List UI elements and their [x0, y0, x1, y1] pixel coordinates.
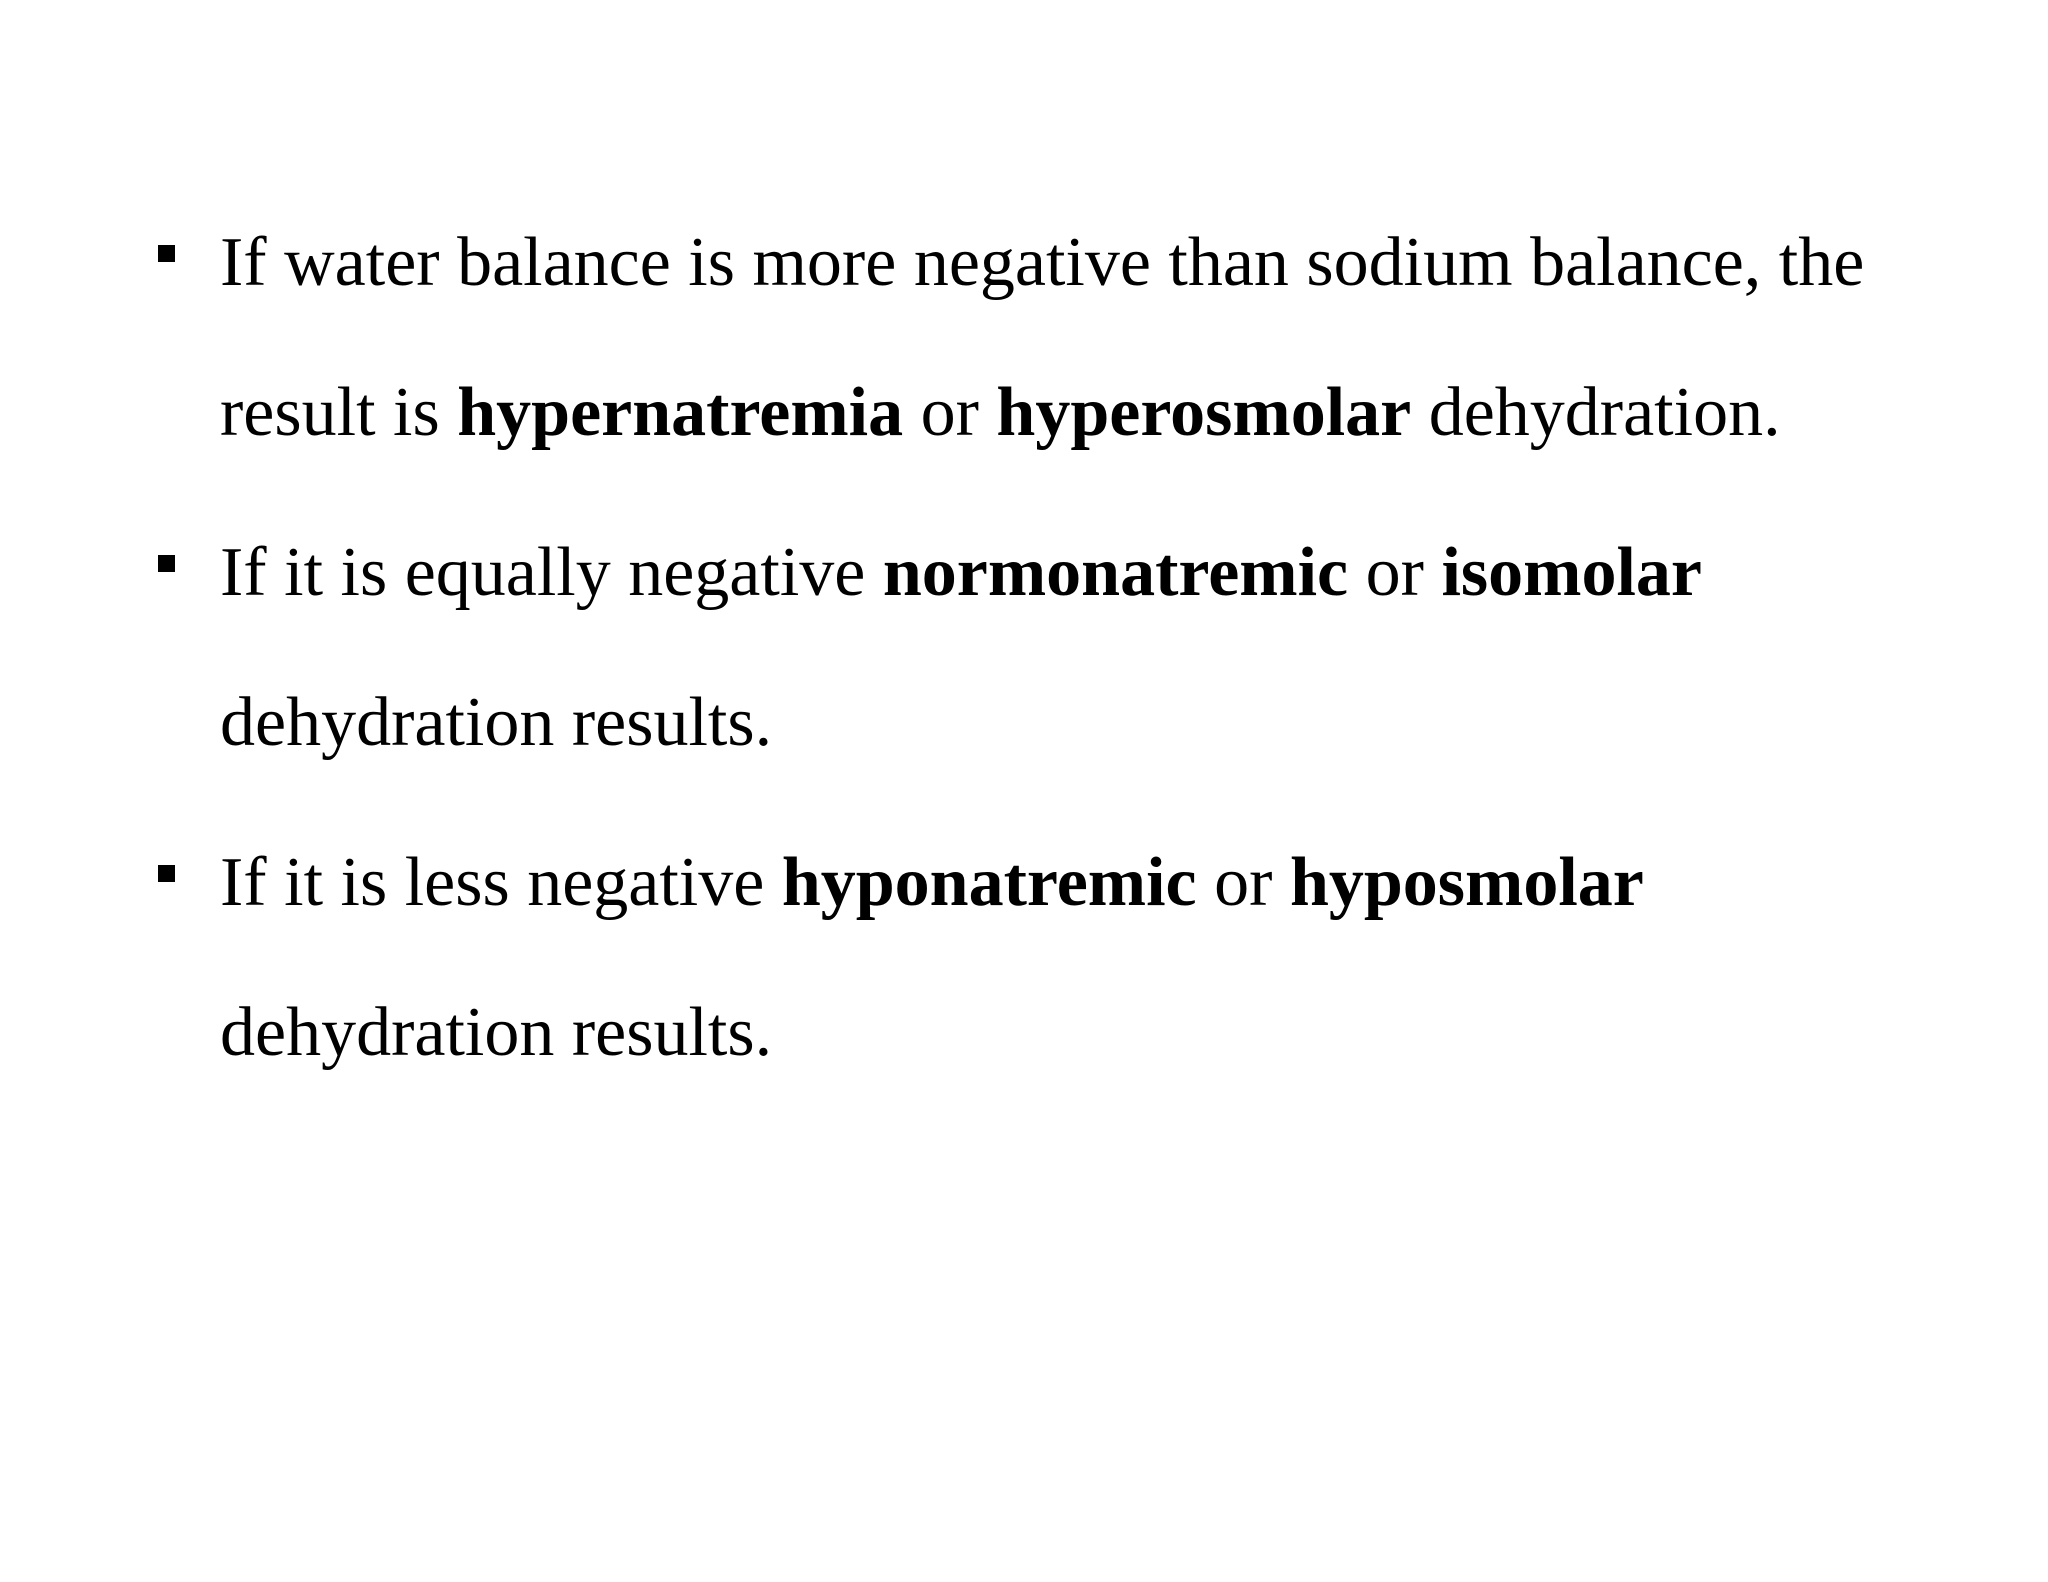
text-segment: If it is less negative: [220, 844, 782, 921]
bullet-text: [220, 534, 1702, 761]
bold-term-hyperosmolar: hyperosmolar: [996, 374, 1412, 451]
text-segment: If water balance is more negative than sodium balance, the result is: [220, 224, 1865, 451]
bullet-item-water-balance: [158, 188, 1918, 488]
text-segment: dehydration results.: [220, 684, 773, 761]
bold-term-isomolar: isomolar: [1441, 534, 1702, 611]
bullet-item-equally-negative: [158, 498, 1918, 798]
square-bullet-icon: [158, 555, 175, 572]
text-segment: or: [1196, 844, 1290, 921]
text-segment: dehydration results.: [220, 994, 773, 1071]
square-bullet-icon: [158, 245, 175, 262]
bold-term-hypernatremia: hypernatremia: [457, 374, 904, 451]
bold-term-hyponatremic: hyponatremic: [781, 844, 1197, 921]
bullet-text: [220, 224, 1864, 451]
bold-term-normonatremic: normonatremic: [882, 534, 1349, 611]
bullet-list: [158, 188, 1918, 1108]
text-segment: or: [903, 374, 997, 451]
square-bullet-icon: [158, 865, 175, 882]
text-segment: dehydration.: [1411, 374, 1781, 451]
bullet-text: [220, 844, 1644, 1071]
text-segment: or: [1348, 534, 1442, 611]
text-segment: If it is equally negative: [220, 534, 883, 611]
bold-term-hyposmolar: hyposmolar: [1289, 844, 1644, 921]
bullet-item-less-negative: [158, 808, 1918, 1108]
